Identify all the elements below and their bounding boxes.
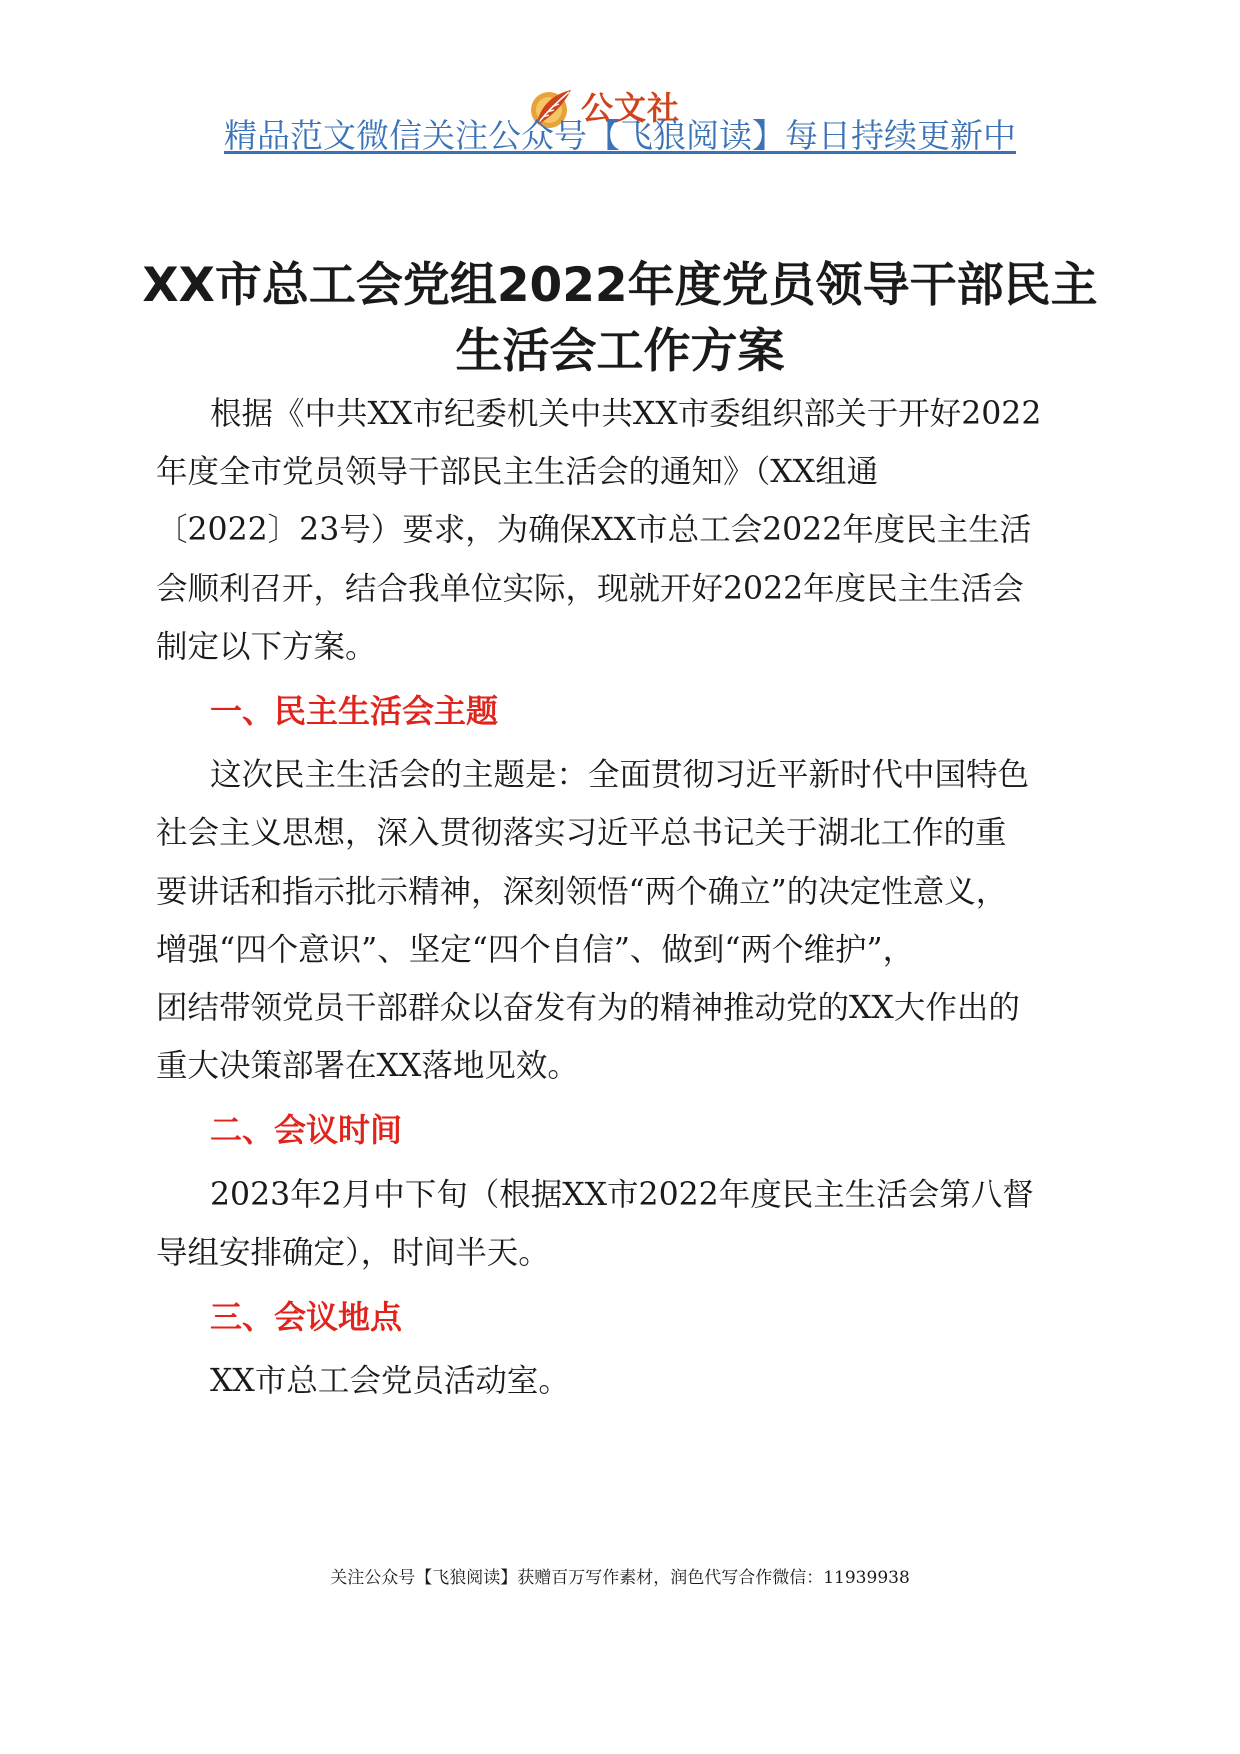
text-line: 制定以下方案。 bbox=[156, 628, 377, 665]
text-line: 要讲话和指示批示精神，深刻领悟“两个确立”的决定性意义， bbox=[156, 873, 1008, 910]
text-line: 重大决策部署在XX落地见效。 bbox=[156, 1048, 579, 1085]
section-heading-time: 二、会议时间 bbox=[210, 1111, 403, 1150]
page-footer: 关注公众号【飞狼阅读】获赠百万写作素材，润色代写合作微信：11939938 bbox=[330, 1568, 910, 1588]
text-line: 增强“四个意识”、坚定“四个自信”、做到“两个维护”， bbox=[156, 931, 915, 968]
title-line-2: 生活会工作方案 bbox=[455, 324, 785, 380]
text-line: 社会主义思想，深入贯彻落实习近平总书记关于湖北工作的重 bbox=[156, 815, 1007, 852]
text-line: 2023年2月中下旬（根据XX市2022年度民主生活会第八督 bbox=[210, 1176, 1034, 1213]
document-title bbox=[120, 253, 1120, 385]
section-heading-theme: 一、民主生活会主题 bbox=[210, 692, 499, 731]
text-line: 会顺利召开，结合我单位实际，现就开好2022年度民主生活会 bbox=[156, 570, 1024, 607]
promo-link[interactable]: 精品范文微信关注公众号【飞狼阅读】每日持续更新中 bbox=[224, 116, 1016, 155]
text-line: XX市总工会党员活动室。 bbox=[210, 1363, 570, 1400]
text-line: 团结带领党员干部群众以奋发有为的精神推动党的XX大作出的 bbox=[156, 990, 1020, 1027]
title-line-1: XX市总工会党组2022年度党员领导干部民主 bbox=[142, 258, 1098, 314]
text-line: 根据《中共XX市纪委机关中共XX市委组织部关于开好2022 bbox=[210, 396, 1042, 432]
section-paragraph-time bbox=[156, 1166, 1086, 1282]
section-paragraph-theme bbox=[156, 746, 1086, 1095]
text-line: 〔2022〕23号）要求，为确保XX市总工会2022年度民主生活 bbox=[156, 512, 1032, 549]
section-heading-location: 三、会议地点 bbox=[210, 1298, 403, 1337]
text-line: 这次民主生活会的主题是：全面贯彻习近平新时代中国特色 bbox=[210, 757, 1030, 794]
text-line: 导组安排确定），时间半天。 bbox=[156, 1234, 550, 1271]
text-line: 年度全市党员领导干部民主生活会的通知》（XX组通 bbox=[156, 454, 879, 491]
section-paragraph-location bbox=[156, 1352, 1086, 1410]
intro-paragraph bbox=[156, 385, 1086, 676]
document-body bbox=[156, 385, 1086, 1410]
brand-logo-text: 公文社 bbox=[581, 89, 681, 127]
